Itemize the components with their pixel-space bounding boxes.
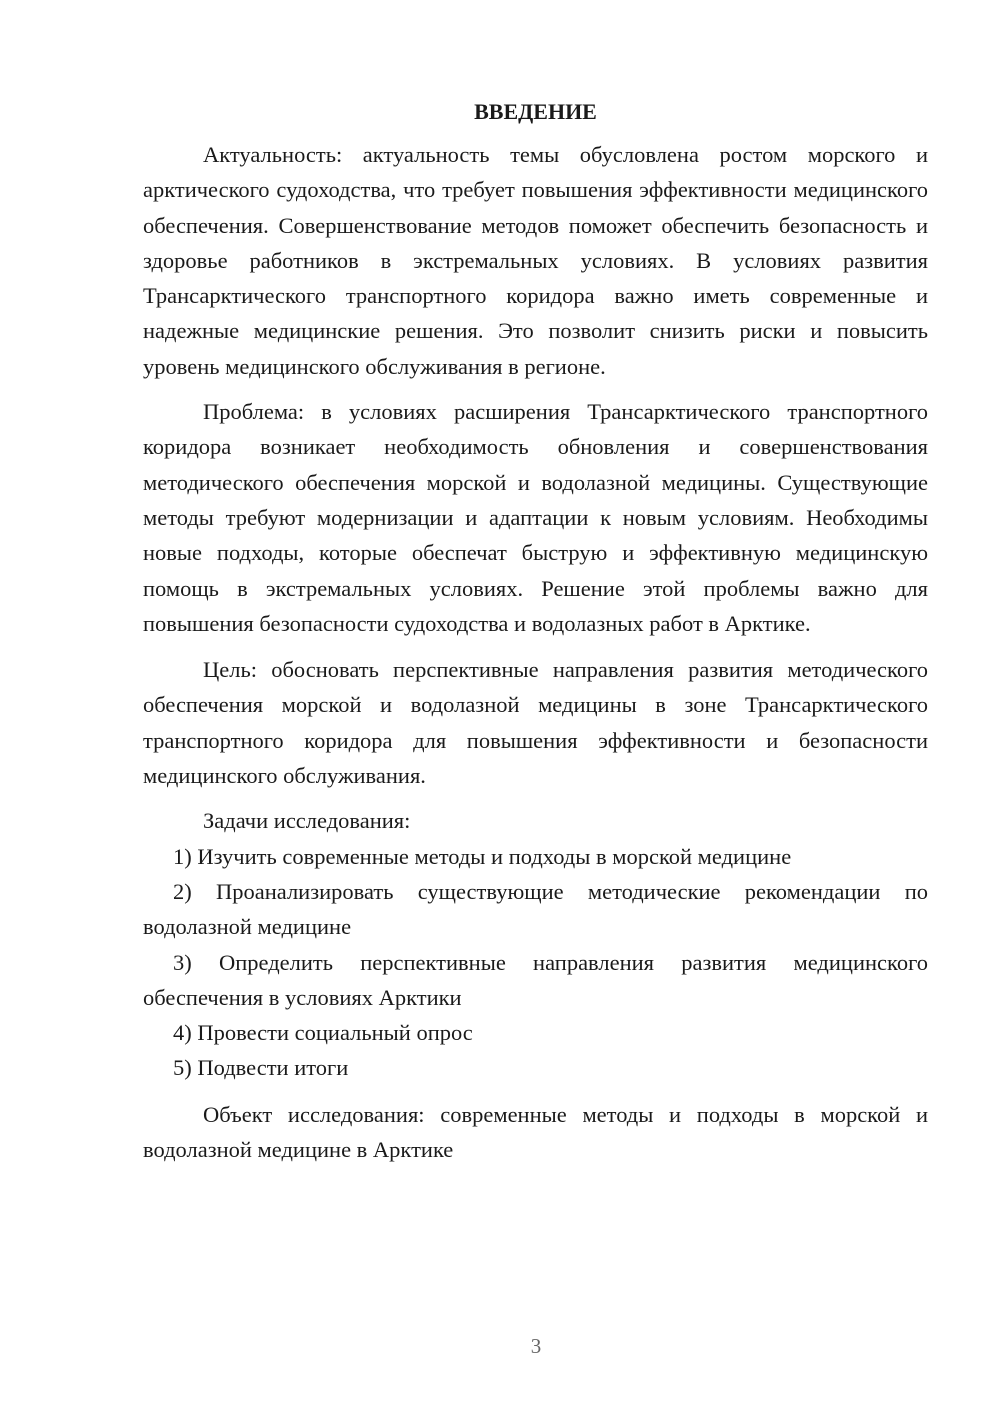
task-item: 5) Подвести итоги <box>173 1055 349 1081</box>
tasks-list <box>143 839 928 1086</box>
problem-paragraph: Проблема: в условиях расширения Трансарктического транспортного коридора возникает необходимость обновления и совершенствования методического обеспечения морской и водолазной медицины. Существующие методы требуют модернизации и адаптации к новым условиям. Необходимы новые подходы, которые обеспечат быструю и эффективную медицинскую помощь в экстремальных условиях. Решение этой проблемы важно для повышения безопасности судоходства и водолазных работ в Арктике. <box>143 399 928 636</box>
page-number: 3 <box>530 1334 542 1358</box>
page-content <box>143 94 928 1167</box>
object-paragraph: Объект исследования: современные методы и подходы в морской и водолазной медицине в Арктике <box>143 1101 928 1163</box>
goal-paragraph: Цель: обосновать перспективные направления развития методического обеспечения морской и водолазной медицины в зоне Трансарктического транспортного коридора для повышения эффективности и безопасности медицинского обслуживания. <box>143 657 928 789</box>
task-item: 4) Провести социальный опрос <box>173 1020 473 1046</box>
task-item: 1) Изучить современные методы и подходы в морской медицине <box>173 843 792 869</box>
relevance-paragraph: Актуальность: актуальность темы обусловлена ростом морского и арктического судоходства, что требует повышения эффективности медицинского обеспечения. Совершенствование методов поможет обеспечить безопасность и здоровье работников в экстремальных условиях. В условиях развития Трансарктического транспортного коридора важно иметь современные и надежные медицинские решения. Это позволит снизить риски и повысить уровень медицинского обслуживания в регионе. <box>143 142 928 379</box>
section-heading: ВВЕДЕНИЕ <box>474 99 597 124</box>
task-item: 2) Проанализировать существующие методические рекомендации по водолазной медицине <box>143 878 928 940</box>
task-item: 3) Определить перспективные направления развития медицинского обеспечения в условиях Арктики <box>143 949 928 1010</box>
tasks-title: Задачи исследования: <box>203 808 411 834</box>
